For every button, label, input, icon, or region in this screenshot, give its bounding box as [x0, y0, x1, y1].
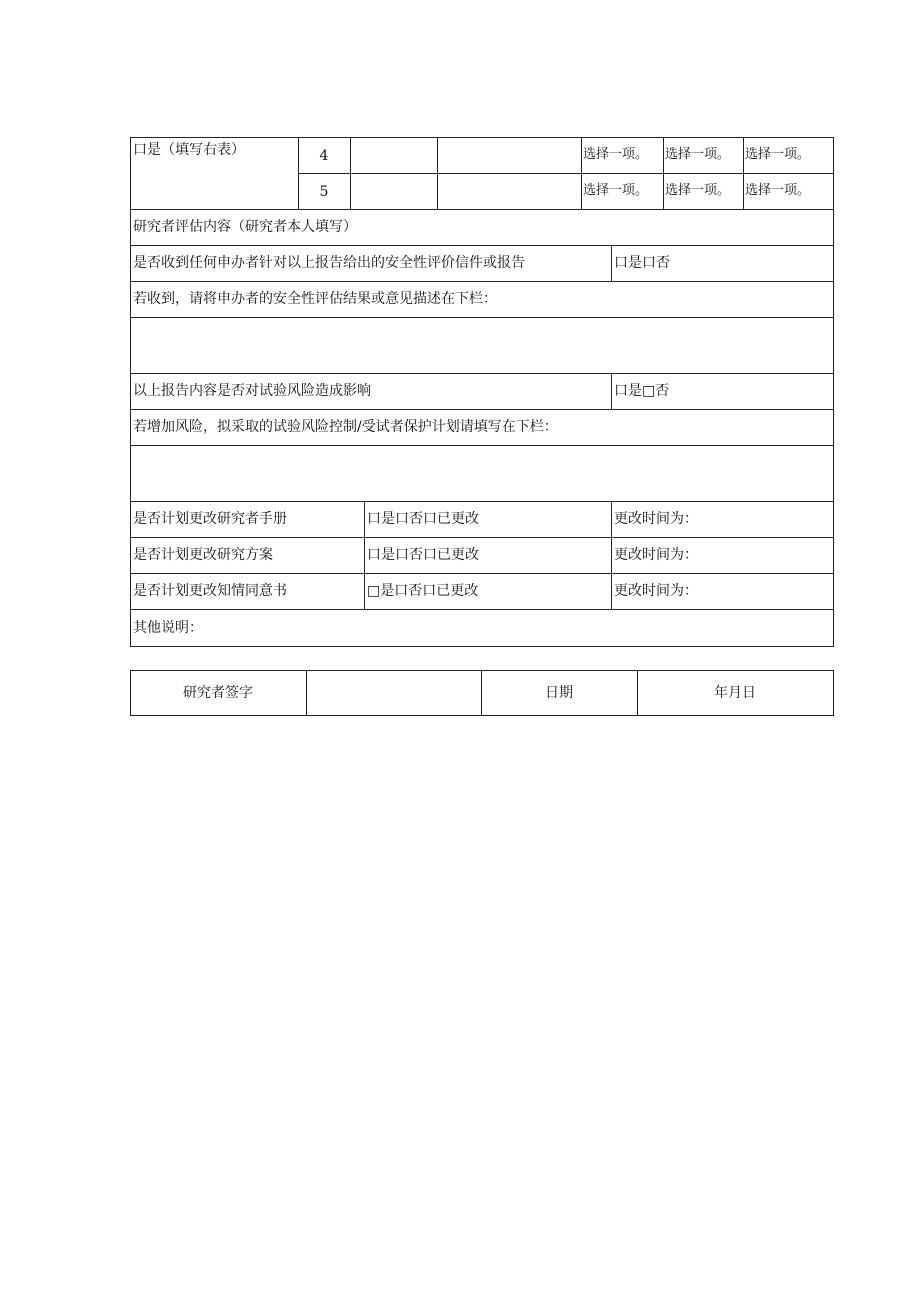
- select-option-dropdown[interactable]: 选择一项。: [583, 147, 649, 162]
- investigator-signature-field[interactable]: [307, 671, 481, 715]
- table-border: [833, 670, 834, 716]
- change-ib-label: 是否计划更改研究者手册: [133, 511, 287, 527]
- table-border: [581, 137, 582, 209]
- select-option-dropdown[interactable]: 选择一项。: [583, 183, 649, 198]
- table-border: [130, 501, 834, 502]
- received-yes-no-checkbox[interactable]: 口是口否: [614, 255, 670, 271]
- table-border: [130, 137, 834, 138]
- change-consent-checkbox[interactable]: □是口否口已更改: [367, 583, 479, 599]
- select-option-dropdown[interactable]: 选择一项。: [665, 183, 731, 198]
- change-ib-time[interactable]: 更改时间为：: [614, 511, 698, 527]
- table-border: [130, 281, 834, 282]
- date-label: 日期: [545, 685, 573, 701]
- row-number: 5: [319, 184, 329, 200]
- table-border: [743, 137, 744, 209]
- risk-plan-label: 若增加风险，拟采取的试验风险控制/受试者保护计划请填写在下栏：: [133, 419, 558, 435]
- risk-yes-no-checkbox[interactable]: 口是□否: [614, 383, 670, 399]
- table-border: [833, 137, 834, 647]
- change-ib-checkbox[interactable]: 口是口否口已更改: [367, 511, 479, 527]
- question-received-letter: 是否收到任何申办者针对以上报告给出的安全性评价信件或报告: [133, 255, 525, 271]
- table-border: [611, 501, 612, 609]
- table-border: [611, 373, 612, 409]
- table-border: [130, 609, 834, 610]
- select-option-dropdown[interactable]: 选择一项。: [665, 147, 731, 162]
- table-border: [611, 245, 612, 281]
- change-protocol-checkbox[interactable]: 口是口否口已更改: [367, 547, 479, 563]
- yes-fill-right-checkbox[interactable]: 口是（填写右表）: [133, 142, 245, 158]
- change-consent-label: 是否计划更改知情同意书: [133, 583, 287, 599]
- investigator-signature-label: 研究者签字: [183, 685, 253, 701]
- question-risk-impact: 以上报告内容是否对试验风险造成影响: [133, 383, 371, 399]
- select-option-dropdown[interactable]: 选择一项。: [745, 147, 811, 162]
- table-border: [130, 715, 834, 716]
- table-border: [298, 173, 834, 174]
- assessment-header: 研究者评估内容（研究者本人填写）: [133, 219, 357, 235]
- table-border: [364, 501, 365, 609]
- received-description-label: 若收到，请将申办者的安全性评估结果或意见描述在下栏：: [133, 291, 497, 307]
- table-border: [130, 373, 834, 374]
- table-border: [130, 537, 834, 538]
- received-description-field[interactable]: [131, 318, 833, 373]
- table-border: [130, 646, 834, 647]
- table-border: [437, 137, 438, 209]
- table-border: [350, 137, 351, 209]
- change-protocol-label: 是否计划更改研究方案: [133, 547, 273, 563]
- select-option-dropdown[interactable]: 选择一项。: [745, 183, 811, 198]
- table-border: [130, 409, 834, 410]
- other-notes-label[interactable]: 其他说明：: [133, 620, 203, 636]
- risk-plan-field[interactable]: [131, 446, 833, 501]
- table-border: [130, 209, 834, 210]
- table-border: [130, 670, 834, 671]
- change-consent-time[interactable]: 更改时间为：: [614, 583, 698, 599]
- change-protocol-time[interactable]: 更改时间为：: [614, 547, 698, 563]
- table-border: [130, 245, 834, 246]
- date-field[interactable]: 年月日: [714, 685, 756, 701]
- table-border: [130, 137, 131, 647]
- table-border: [130, 573, 834, 574]
- table-border: [663, 137, 664, 209]
- row-number: 4: [319, 148, 329, 164]
